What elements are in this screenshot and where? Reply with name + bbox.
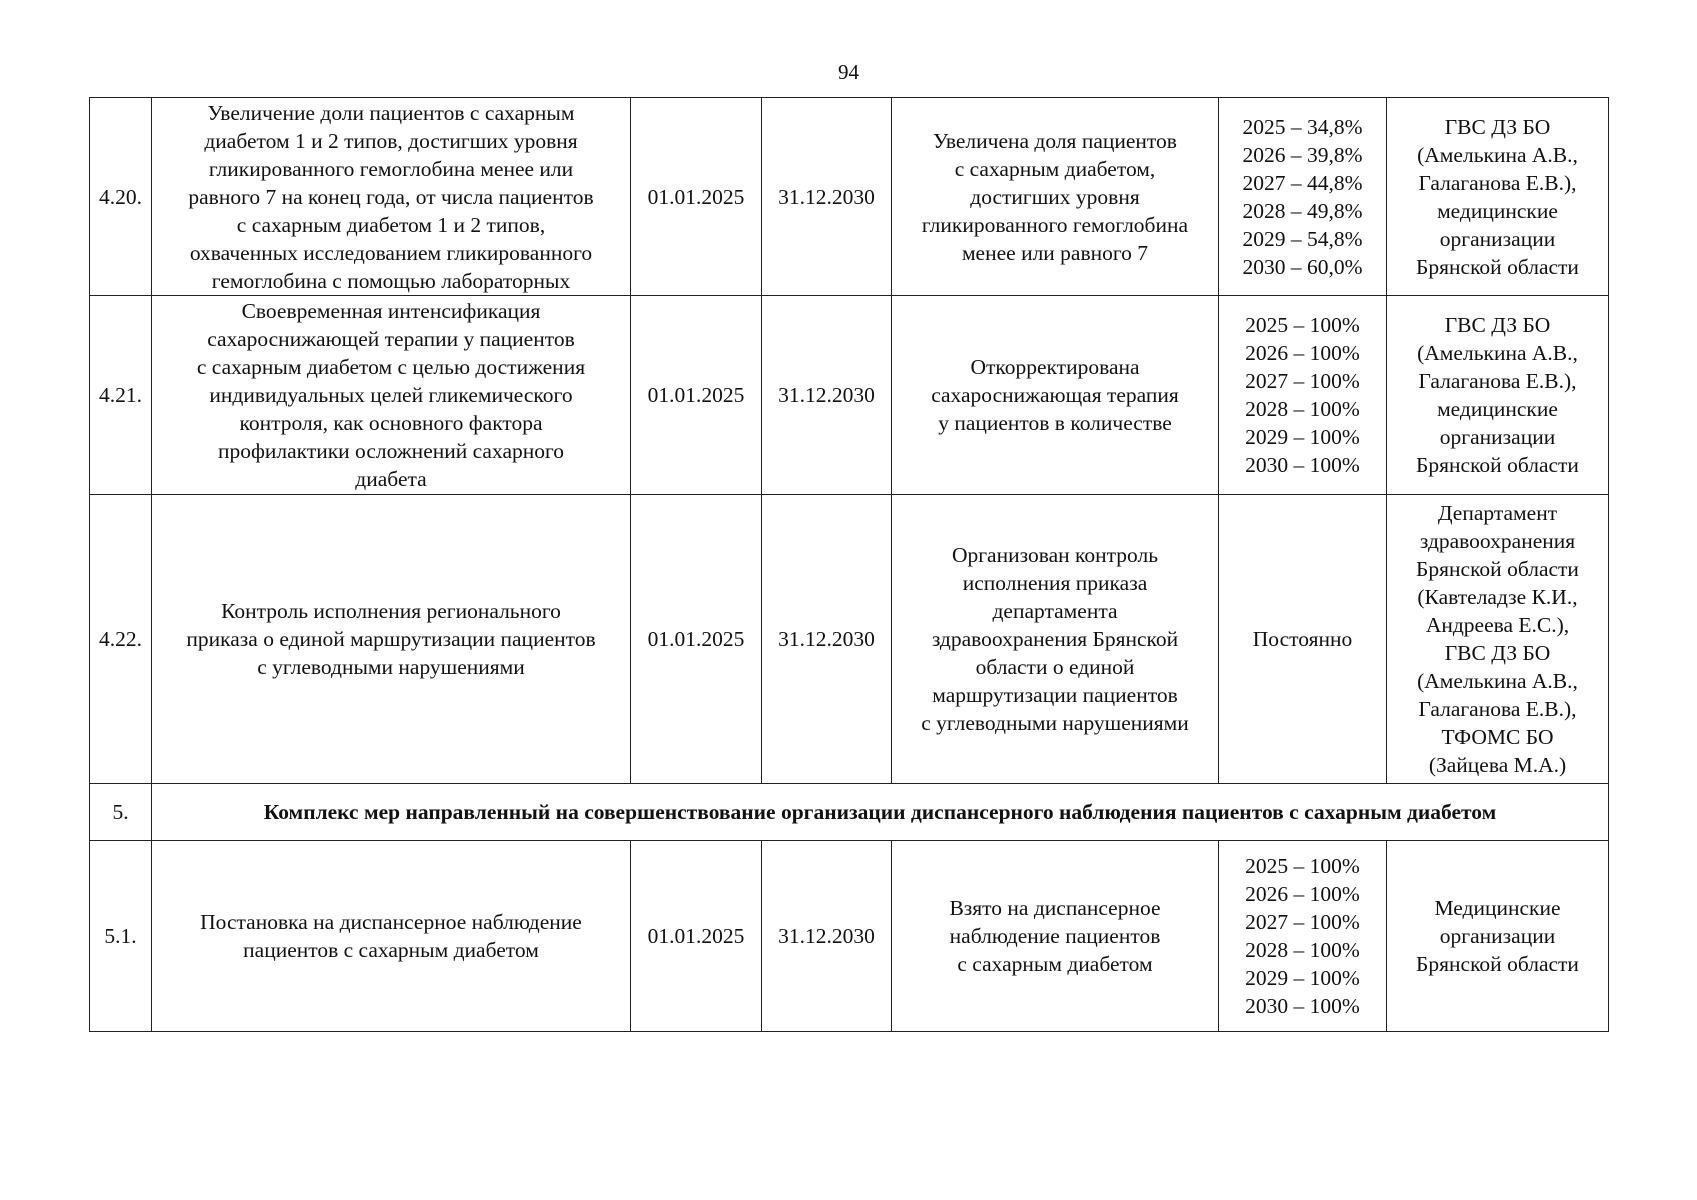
table-row (90, 495, 1609, 784)
measure-name: Своевременная интенсификация сахароснижающей терапии у пациентов с сахарным диабетом с целью достижения индивидуальных целей гликемического контроля, как основного фактора профилактики осложнений сахарного диабета (152, 296, 631, 495)
start-date: 01.01.2025 (631, 98, 762, 296)
expected-result: Увеличена доля пациентов с сахарным диабетом, достигших уровня гликированного гемоглобина менее или равного 7 (892, 98, 1219, 296)
end-date: 31.12.2030 (762, 841, 892, 1032)
target-values: Постоянно (1219, 495, 1387, 784)
start-date: 01.01.2025 (631, 841, 762, 1032)
start-date: 01.01.2025 (631, 495, 762, 784)
measures-table (89, 97, 1609, 1032)
row-number: 4.21. (90, 296, 152, 495)
target-values: 2025 – 34,8% 2026 – 39,8% 2027 – 44,8% 2028 – 49,8% 2029 – 54,8% 2030 – 60,0% (1219, 98, 1387, 296)
measure-name: Увеличение доли пациентов с сахарным диабетом 1 и 2 типов, достигших уровня гликированного гемоглобина менее или равного 7 на конец года, от числа пациентов с сахарным диабетом 1 и 2 типов, охваченных исследованием гликированного гемоглобина с помощью лабораторных (152, 98, 631, 296)
measure-name: Постановка на диспансерное наблюдение пациентов с сахарным диабетом (152, 841, 631, 1032)
section-title: Комплекс мер направленный на совершенствование организации диспансерного наблюдения пациентов с сахарным диабетом (152, 784, 1609, 841)
row-number: 5.1. (90, 841, 152, 1032)
page-number: 94 (838, 60, 859, 84)
row-number: 4.22. (90, 495, 152, 784)
measure-name: Контроль исполнения регионального приказа о единой маршрутизации пациентов с углеводными нарушениями (152, 495, 631, 784)
row-number: 4.20. (90, 98, 152, 296)
end-date: 31.12.2030 (762, 296, 892, 495)
expected-result: Откорректирована сахароснижающая терапия у пациентов в количестве (892, 296, 1219, 495)
start-date: 01.01.2025 (631, 296, 762, 495)
expected-result: Организован контроль исполнения приказа департамента здравоохранения Брянской области о единой маршрутизации пациентов с углеводными нарушениями (892, 495, 1219, 784)
section-header-row (90, 784, 1609, 841)
target-values: 2025 – 100% 2026 – 100% 2027 – 100% 2028 – 100% 2029 – 100% 2030 – 100% (1219, 296, 1387, 495)
responsible: Департамент здравоохранения Брянской области (Кавтеладзе К.И., Андреева Е.С.), ГВС ДЗ БО (Амелькина А.В., Галаганова Е.В.), ТФОМС БО (Зайцева М.А.) (1387, 495, 1609, 784)
expected-result: Взято на диспансерное наблюдение пациентов с сахарным диабетом (892, 841, 1219, 1032)
end-date: 31.12.2030 (762, 495, 892, 784)
section-number: 5. (90, 784, 152, 841)
table-row (90, 296, 1609, 495)
responsible: ГВС ДЗ БО (Амелькина А.В., Галаганова Е.В.), медицинские организации Брянской области (1387, 98, 1609, 296)
end-date: 31.12.2030 (762, 98, 892, 296)
table-row (90, 98, 1609, 296)
table-row (90, 841, 1609, 1032)
responsible: ГВС ДЗ БО (Амелькина А.В., Галаганова Е.В.), медицинские организации Брянской области (1387, 296, 1609, 495)
responsible: Медицинские организации Брянской области (1387, 841, 1609, 1032)
target-values: 2025 – 100% 2026 – 100% 2027 – 100% 2028 – 100% 2029 – 100% 2030 – 100% (1219, 841, 1387, 1032)
